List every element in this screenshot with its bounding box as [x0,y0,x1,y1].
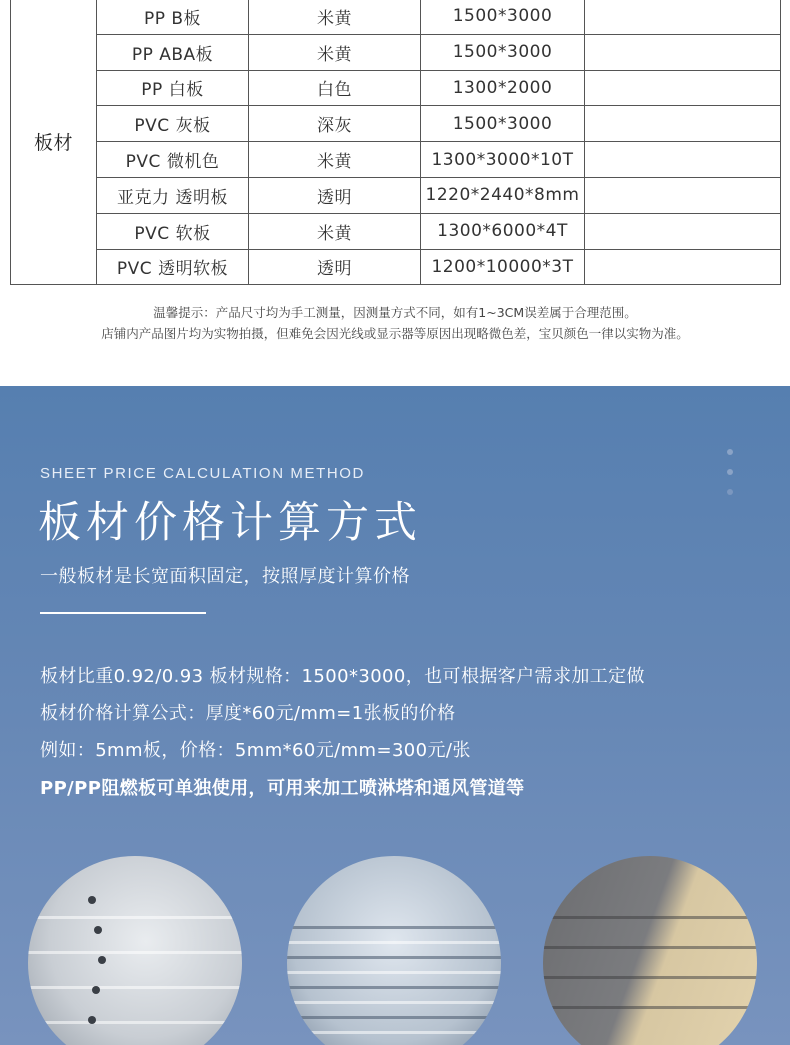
empty-cell [585,249,781,285]
table-row [11,70,781,106]
carousel-dot[interactable] [727,489,733,495]
info-line-usage: PP/PP阻燃板可单独使用，可用来加工喷淋塔和通风管道等 [40,778,525,799]
table-row [11,142,781,178]
size-cell: 1500*3000 [421,34,585,70]
info-line-example: 例如：5mm板，价格：5mm*60元/mm=300元/张 [40,740,471,761]
empty-cell [585,106,781,142]
product-photo-white-sheets [28,856,242,1045]
color-cell: 透明 [249,177,421,213]
size-cell: 1300*2000 [421,70,585,106]
table-row [11,213,781,249]
empty-cell [585,70,781,106]
table-row [11,0,781,34]
product-photo-grey-beige-boards [543,856,757,1045]
measurement-note [0,302,790,344]
carousel-dots [727,449,733,509]
empty-cell [585,0,781,34]
spec-table [10,0,781,285]
section-title: 板材价格计算方式 [38,498,422,548]
carousel-dot[interactable] [727,469,733,475]
price-method-section [0,386,790,1045]
empty-cell [585,34,781,70]
note-line: 温馨提示：产品尺寸均为手工测量，因测量方式不同，如有1~3CM误差属于合理范围。 [153,305,637,320]
product-name-cell: PP 白板 [97,70,249,106]
product-name-cell: 亚克力 透明板 [97,177,249,213]
color-cell: 透明 [249,249,421,285]
spec-section [0,0,790,385]
english-title: SHEET PRICE CALCULATION METHOD [40,465,365,482]
section-subtitle: 一般板材是长宽面积固定，按照厚度计算价格 [40,566,410,587]
color-cell: 米黄 [249,0,421,34]
table-row [11,249,781,285]
table-row [11,34,781,70]
carousel-dot[interactable] [727,449,733,455]
info-line-density: 板材比重0.92/0.93 板材规格：1500*3000，也可根据客户需求加工定做 [40,666,645,687]
empty-cell [585,213,781,249]
empty-cell [585,142,781,178]
color-cell: 米黄 [249,34,421,70]
size-cell: 1500*3000 [421,0,585,34]
product-name-cell: PVC 灰板 [97,106,249,142]
color-cell: 深灰 [249,106,421,142]
product-name-cell: PP B板 [97,0,249,34]
size-cell: 1220*2440*8mm [421,177,585,213]
size-cell: 1300*6000*4T [421,213,585,249]
color-cell: 米黄 [249,213,421,249]
product-name-cell: PVC 软板 [97,213,249,249]
table-row [11,177,781,213]
product-name-cell: PVC 微机色 [97,142,249,178]
table-row [11,106,781,142]
size-cell: 1200*10000*3T [421,249,585,285]
size-cell: 1300*3000*10T [421,142,585,178]
category-cell: 板材 [11,0,97,285]
size-cell: 1500*3000 [421,106,585,142]
product-name-cell: PP ABA板 [97,34,249,70]
title-underline [40,612,206,614]
product-photo-stacked-boards [287,856,501,1045]
empty-cell [585,177,781,213]
info-line-formula: 板材价格计算公式：厚度*60元/mm=1张板的价格 [40,703,456,724]
product-name-cell: PVC 透明软板 [97,249,249,285]
note-line: 店铺内产品图片均为实物拍摄，但难免会因光线或显示器等原因出现略微色差，宝贝颜色一律以实物为准。 [101,326,689,341]
color-cell: 米黄 [249,142,421,178]
color-cell: 白色 [249,70,421,106]
